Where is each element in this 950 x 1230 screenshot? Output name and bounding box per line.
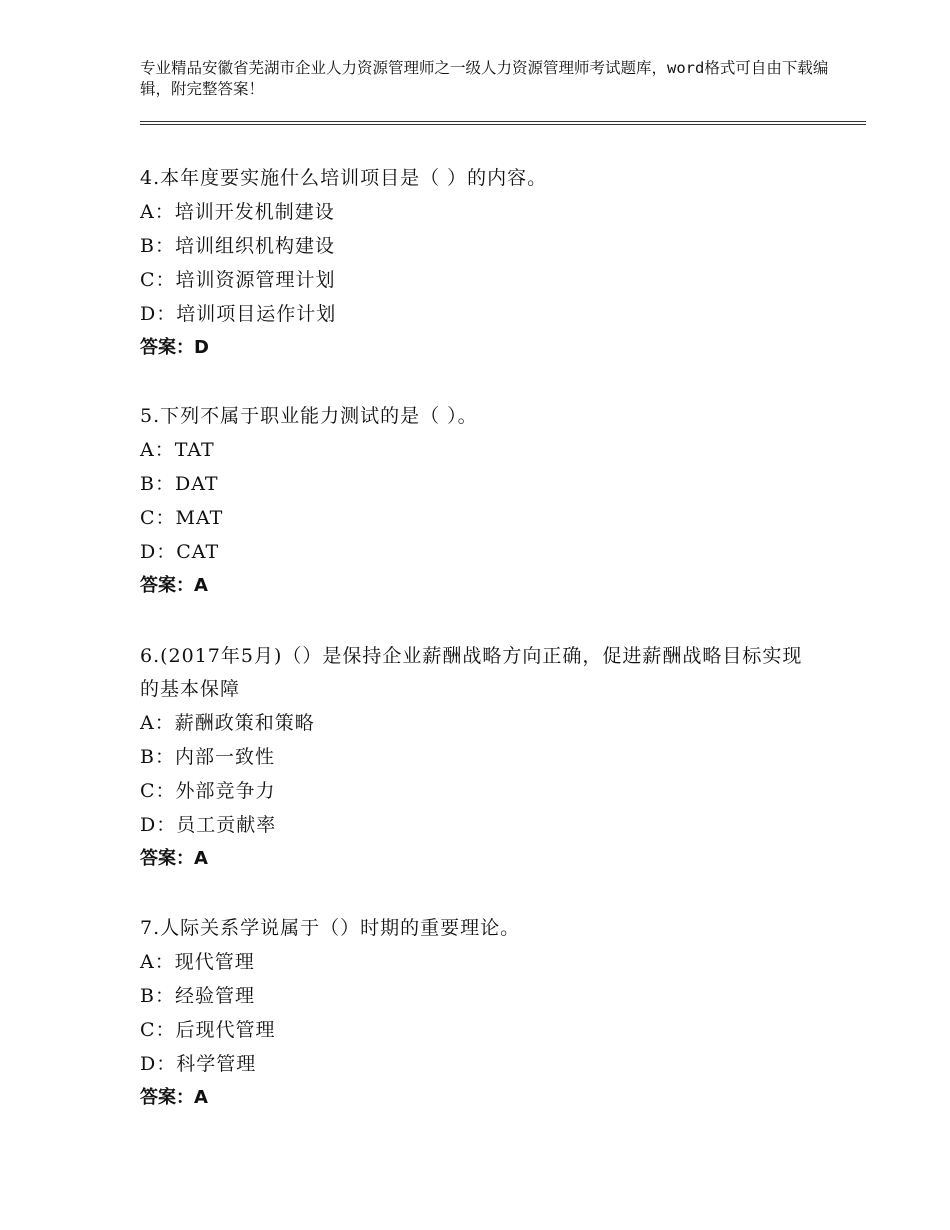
option-d: D：培训项目运作计划 — [140, 303, 337, 325]
option-a: A：培训开发机制建设 — [140, 201, 335, 223]
answer-label: 答案：D — [140, 337, 209, 358]
option-c: C：后现代管理 — [140, 1019, 276, 1041]
option-b: B：经验管理 — [140, 985, 255, 1007]
answer-label: 答案：A — [140, 848, 208, 869]
option-b: B：内部一致性 — [140, 746, 275, 768]
question-stem: 4.本年度要实施什么培训项目是（ ）的内容。 — [140, 167, 548, 189]
option-a: A：薪酬政策和策略 — [140, 712, 315, 734]
header-divider-bottom — [140, 124, 866, 125]
question-4 — [140, 162, 820, 365]
option-b: B：DAT — [140, 473, 219, 495]
option-a: A：现代管理 — [140, 951, 255, 973]
header-divider-top — [140, 121, 866, 122]
option-c: C：外部竞争力 — [140, 780, 276, 802]
answer-label: 答案：A — [140, 1087, 208, 1108]
question-stem: 7.人际关系学说属于（）时期的重要理论。 — [140, 917, 521, 939]
question-stem: 6.(2017年5月)（）是保持企业薪酬战略方向正确，促进薪酬战略目标实现的基本保障 — [140, 645, 803, 700]
question-7 — [140, 912, 820, 1115]
option-d: D：员工贡献率 — [140, 814, 277, 836]
question-6 — [140, 640, 820, 876]
question-5 — [140, 400, 820, 603]
option-c: C：MAT — [140, 507, 224, 529]
document-header: 专业精品安徽省芜湖市企业人力资源管理师之一级人力资源管理师考试题库，word格式可自由下载编辑，附完整答案！ — [140, 59, 829, 98]
option-b: B：培训组织机构建设 — [140, 235, 335, 257]
option-a: A：TAT — [140, 439, 215, 461]
option-d: D：科学管理 — [140, 1053, 257, 1075]
option-c: C：培训资源管理计划 — [140, 269, 336, 291]
option-d: D：CAT — [140, 541, 220, 563]
answer-label: 答案：A — [140, 575, 208, 596]
question-stem: 5.下列不属于职业能力测试的是（ ）。 — [140, 405, 478, 427]
